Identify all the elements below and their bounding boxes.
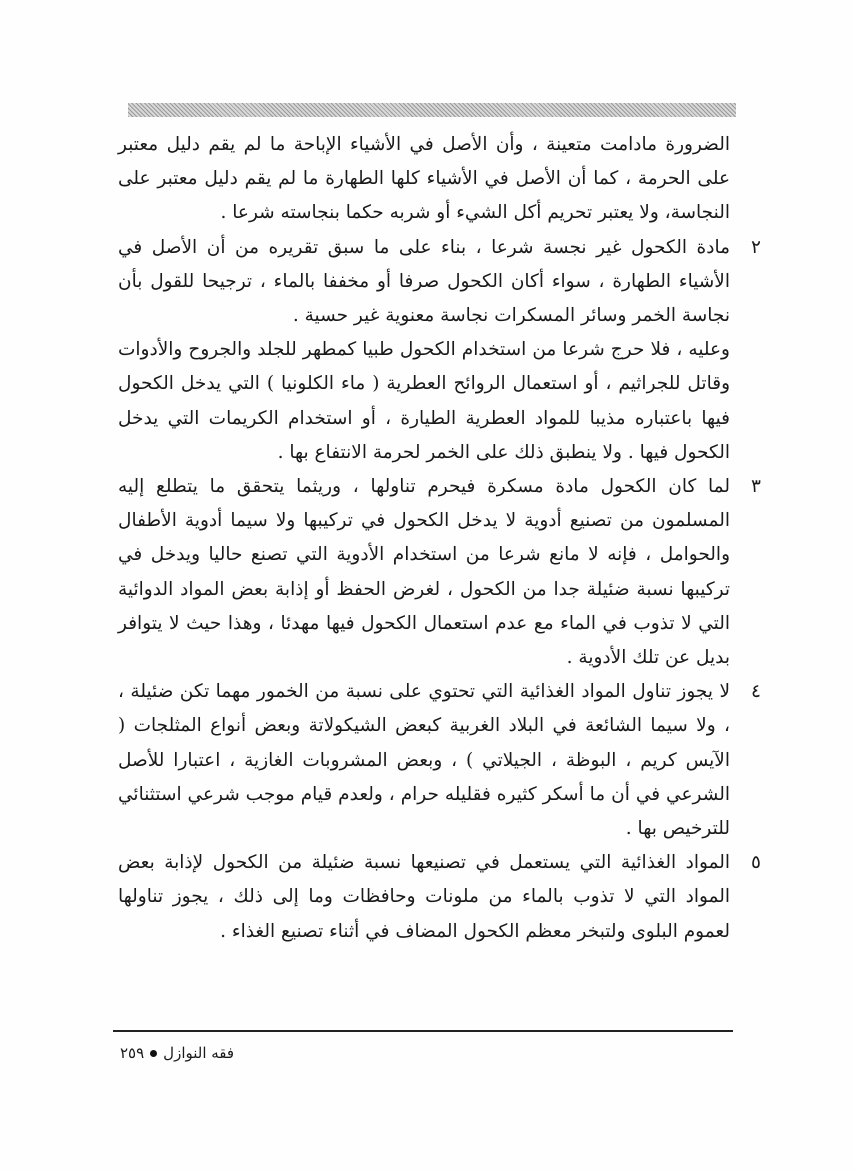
intro-paragraph: الضرورة مادامت متعينة ، وأن الأصل في الأشياء الإباحة ما لم يقم دليل معتبر على الحرمة ، كما أن الأصل في الأشياء كلها الطهارة ما لم يقم دليل معتبر على النجاسة، ولا يعتبر تحريم أكل الشيء أو شربه حكما بنجاسته شرعا . bbox=[118, 134, 730, 224]
item-number: ٤ bbox=[751, 681, 761, 703]
item-text: المواد الغذائية التي يستعمل في تصنيعها نسبة ضئيلة من الكحول لإذابة بعض المواد التي لا تذوب بالماء من ملونات وحافظات وما إلى ذلك ، يجوز تناولها لعموم البلوى ولتبخر معظم الكحول المضاف في أثناء تصنيع الغذاء . bbox=[118, 852, 730, 942]
bullet-dot-icon bbox=[150, 1050, 157, 1057]
book-title: فقه النوازل bbox=[163, 1044, 235, 1062]
item-text: لما كان الكحول مادة مسكرة فيحرم تناولها ، وريثما يتحقق ما يتطلع إليه المسلمون من تصنيع أدوية لا يدخل الكحول في تركيبها ولا سيما أدوية الأطفال والحوامل ، فإنه لا مانع شرعا من استخدام الأدوية التي تصنع حاليا ويدخل في تركيبها نسبة ضئيلة جدا من الكحول ، لغرض الحفظ أو إذابة بعض المواد الدوائية التي لا تذوب في الماء مع عدم استعمال الكحول فيها مهدئا ، وهذا حيث لا يتوافر بديل عن تلك الأدوية . bbox=[118, 476, 730, 669]
list-item-3 bbox=[118, 470, 761, 675]
item-2-continuation: وعليه ، فلا حرج شرعا من استخدام الكحول طبيا كمطهر للجلد والجروح والأدوات وقاتل للجراثيم ، أو استعمال الروائح العطرية ( ماء الكلونيا ) التي يدخل الكحول فيها باعتباره مذيبا للمواد العطرية الطيارة ، أو استخدام الكريمات التي يدخل الكحول فيها . ولا ينطبق ذلك على الخمر لحرمة الانتفاع بها . bbox=[118, 339, 730, 463]
item-number: ٢ bbox=[751, 236, 761, 258]
item-text: لا يجوز تناول المواد الغذائية التي تحتوي على نسبة من الخمور مهما تكن ضئيلة ، ، ولا سيما الشائعة في البلاد الغربية كبعض الشيكولاتة وبعض أنواع المثلجات ( الآيس كريم ، البوظة ، الجيلاتي ) ، وبعض المشروبات الغازية ، اعتبارا للأصل الشرعي في أن ما أسكر كثيره فقليله حرام ، ولعدم قيام موجب شرعي استثنائي للترخيص بها . bbox=[118, 681, 730, 840]
body-text bbox=[118, 128, 761, 949]
page-footer bbox=[120, 1044, 234, 1062]
list-item-5 bbox=[118, 846, 761, 949]
item-number: ٥ bbox=[751, 852, 761, 874]
footer-rule bbox=[113, 1030, 733, 1032]
item-number: ٣ bbox=[751, 476, 761, 498]
list-item-2 bbox=[118, 231, 761, 334]
header-decorative-bar bbox=[128, 103, 736, 117]
item-text: مادة الكحول غير نجسة شرعا ، بناء على ما سبق تقريره من أن الأصل في الأشياء الطهارة ، سواء أكان الكحول صرفا أو مخففا بالماء ، ترجيحا للقول بأن نجاسة الخمر وسائر المسكرات نجاسة معنوية غير حسية . bbox=[118, 236, 730, 327]
list-item-4 bbox=[118, 675, 761, 846]
page-number: ٢٥٩ bbox=[120, 1044, 145, 1062]
